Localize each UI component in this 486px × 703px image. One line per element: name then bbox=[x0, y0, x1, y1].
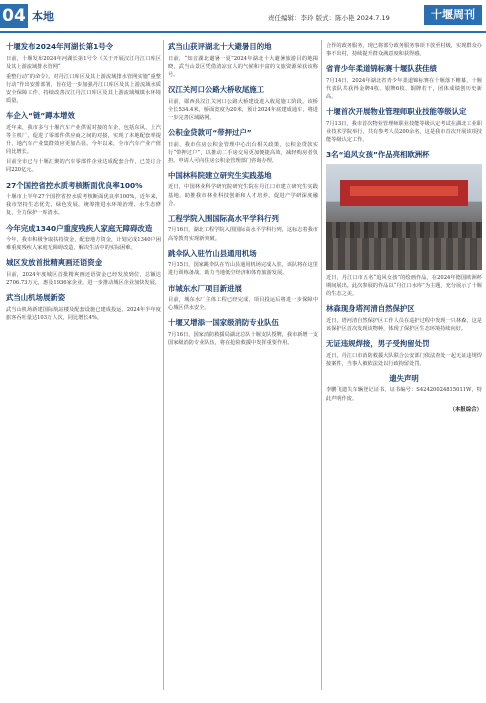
column-left bbox=[6, 42, 161, 324]
article-headline: 今年完成1340户重度残疾人家庭无障碍改造 bbox=[6, 223, 153, 233]
column-right bbox=[326, 42, 482, 413]
article-paragraph: 目前，城东水厂主体工程已经完成，项目投运后将进一步保障中心城区供水安全。 bbox=[168, 297, 318, 312]
notice-title: 遗失声明 bbox=[389, 373, 419, 383]
masthead-logo: 十堰周刊 bbox=[424, 5, 482, 25]
article-headline: 市城东水厂项目新进展 bbox=[168, 283, 242, 293]
article-paragraph: 重整行动”的命令》。对丹江口库区及其上游流域排水管网实施“重整行动”作出安排部署，旨在进一步加强丹江口库区及其上游流域水质安全保障工作，持续改善汉江丹江口库区及其上游流域城镇水环境质量。 bbox=[6, 73, 161, 105]
article-headline: 林森现身塔河清自然保护区 bbox=[326, 304, 415, 314]
article-headline: 3名“追风女孩”作品亮相欧洲杯 bbox=[326, 150, 430, 160]
column-divider-2 bbox=[321, 40, 322, 690]
article-headline: 跳伞队入驻竹山县通用机场 bbox=[168, 248, 257, 258]
article-paragraph: 日前，十堰发布2024年河湖长第1号令《关于开展汉江丹江口库区及其上游流域排水管网“ bbox=[6, 55, 161, 70]
article-paragraph: 目前，2024年度城区首批精爽画还语资金已经发放到位，总额达2706.73万元，惠及1936家企业，进一步推动城区企业加快发展。 bbox=[6, 271, 161, 287]
editor-meta: 责任编辑：李玲 版式：陈小艳 2024.7.19 bbox=[268, 14, 390, 22]
article-paragraph: 近日，塔河清自然保护区工作人员在巡护过程中发现一只林森，这是该保护区首次发现该物种，体现了保护区生态环境持续向好。 bbox=[326, 317, 482, 332]
source-note: （本报综合） bbox=[449, 406, 482, 413]
article-paragraph: 7月16日，国家消防救援局湖北总队十堰支队授牌，我市新增一支国家级消防专业队伍，将在抢险救援中发挥重要作用。 bbox=[168, 331, 318, 347]
article-paragraph: 目前全市已与十堰汇聚的汽车零部件企业达成配套合作，已签订合同220亿元。 bbox=[6, 159, 161, 174]
article-headline: 城区发放首批精爽画还语资金 bbox=[6, 258, 103, 268]
article-headline: 27个国控省控水质考核断面优良率100% bbox=[6, 180, 143, 190]
article-headline: 十堰发布2024年河湖长第1号令 bbox=[6, 42, 114, 51]
article-headline: 汉江关河口公路大桥收尾施工 bbox=[168, 84, 265, 94]
article-paragraph: 近年来，我市多与十堰汽车产业供需对接的车企，包括东风、上汽等主机厂，促进了零部件供应商之间的对接，实现了本地配套率提升，地汽车产业集群效应更加凸显。今年以来，全市汽车产业产值同比增长。 bbox=[6, 124, 161, 156]
news-photo bbox=[326, 164, 482, 270]
article-headline: 武当山机场展新姿 bbox=[6, 293, 66, 303]
article-headline: 十堰又增添一国家级消防专业队伍 bbox=[168, 318, 279, 328]
article-paragraph: 7月16日，湖北工程学院入围国际高水平学科行列，这标志着我市高等教育实现新突破。 bbox=[168, 227, 318, 242]
article-paragraph: 近日，丹江口市五名“追风女孩”的绘画作品，在2024年德国欧洲杯期间展出。此次参展的作品以“丹江口水库”为主题，充分展示了十堰的生态之美。 bbox=[326, 274, 482, 297]
article-paragraph: 7月15日，国家跳伞队在竹山县通用机场完成入驻，该队将在这里进行训练备战，助力当地低空经济和体育旅游发展。 bbox=[168, 262, 318, 277]
column-middle bbox=[168, 42, 318, 349]
article-paragraph: 7月14日，2024年湖北省青少年柔道锦标赛在十堰落下帷幕，十堰代表队共获得金牌4枚、银牌6枚、铜牌若干，团体成绩创历史新高。 bbox=[326, 77, 482, 101]
article-paragraph: 7月13日，我市首次物业管理师职业技能等级认定考试在湖北工业职业技术学院举行，共有参考人员200余名，这是我市首次开展该项技能等级认定工作。 bbox=[326, 120, 482, 144]
article-paragraph: 十堰市上半年27个国控省控水质考核断面优良率100%，近年来，我市坚持生态优先、绿色发展，统筹推进水环境治理、水生态修复，全力保护一库清水。 bbox=[6, 194, 161, 217]
article-headline: 工程学院入围国际高水平学科行列 bbox=[168, 213, 279, 223]
article-paragraph: 合作的政务服务，现已将部分政务服务事项下放至村级，实现群众办事不出村，持续提升群众满意度和获得感。 bbox=[326, 43, 482, 58]
article-headline: 车企入“链”蹲本增效 bbox=[6, 111, 75, 121]
page-number: 04 bbox=[0, 4, 28, 28]
article-headline: 省青少年柔道锦标赛十堰队获佳绩 bbox=[326, 64, 437, 74]
section-name: 本地 bbox=[32, 10, 54, 23]
article-paragraph: 李鹏飞遗失车辆登记证书，证书编号：S42420024815011W，特此声明作废。 bbox=[326, 387, 482, 402]
header-rule bbox=[0, 31, 486, 33]
article-headline: 公积金贷款可“带押过户” bbox=[168, 127, 252, 137]
article-paragraph: 近日，丹江口市消防救援大队联合公安部门依法查处一起无证违规焊接案件，当事人被依法处以行政拘留处罚。 bbox=[326, 352, 482, 367]
article-paragraph: 目前，郧西县汉江关河口公路大桥建设进入收尾施工阶段。该桥全长534.4米，桥面宽度为20米，预计2024年底建成通车，将进一步完善区域路网。 bbox=[168, 98, 318, 121]
article-headline: 武当山获评湖北十大避暑目的地 bbox=[168, 42, 272, 51]
article-headline: 十堰首次开展物业管理师职业技能等级认定 bbox=[326, 107, 467, 117]
article-headline: 无证违规焊接，男子受拘留处罚 bbox=[326, 338, 430, 348]
article-paragraph: 日前，“知音湖北避暑一夏”2024年湖北十大避暑旅游目的地揭晓，武当山景区凭借清凉宜人的气候和丰富的文旅资源荣获该称号。 bbox=[168, 55, 318, 78]
article-paragraph: 日前，我市住房公积金管理中心出台相关政策，公积金贷款实行“带押过户”，以推动二手房交易更加便捷高效，减轻购房者负担。申请人可向住房公积金管理部门咨询办理。 bbox=[168, 141, 318, 164]
article-paragraph: 今年，我市积极争取扶持资金，配套地方资金，计划完成1340户困难重度残疾人家庭无障碍改造，解决生活中的实际困难。 bbox=[6, 237, 161, 252]
article-headline: 中国林科院建立研究生实践基地 bbox=[168, 170, 272, 180]
page-header bbox=[0, 0, 486, 34]
article-paragraph: 近日，中国林业科学研究院研究生院在丹江口市建立研究生实践基地，助推我市林业科技创新和人才培养，促进产学研深度融合。 bbox=[168, 184, 318, 207]
column-divider-1 bbox=[163, 40, 164, 690]
article-paragraph: 武当山机场新建国际航站楼及配套设施已建成投运，2024年半年度旅客吞吐量达103万人次，同比增长4%。 bbox=[6, 306, 161, 321]
